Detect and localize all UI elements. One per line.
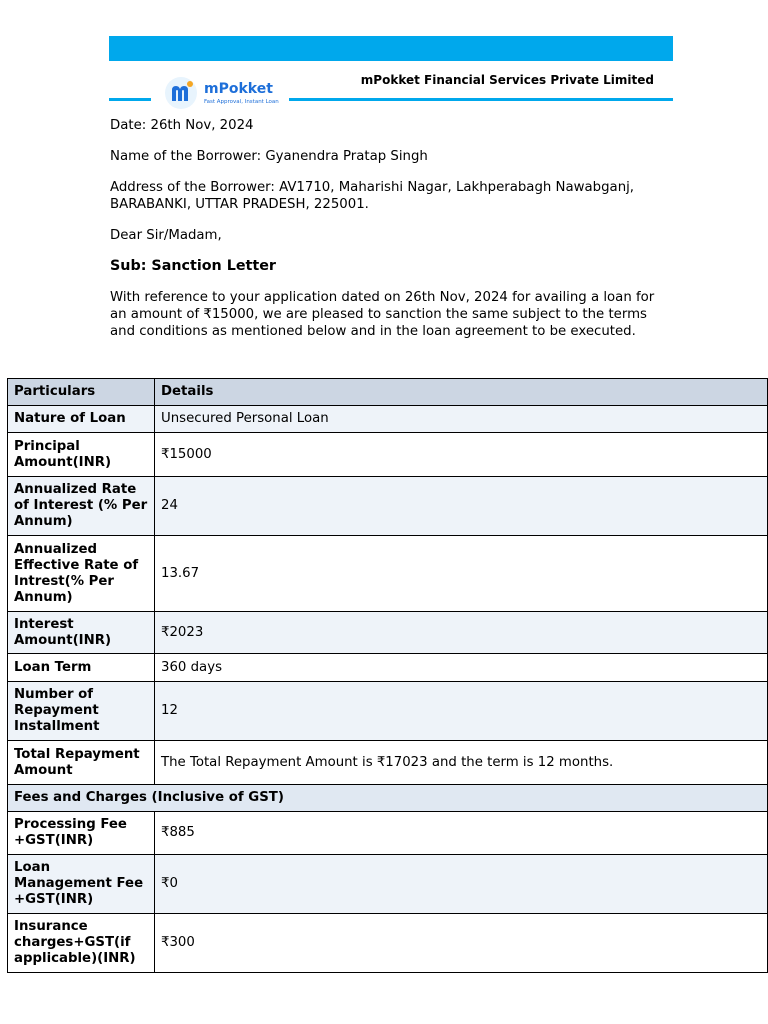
borrower-name: Name of the Borrower: Gyanendra Pratap Singh bbox=[110, 149, 428, 164]
table-row bbox=[8, 433, 768, 477]
logo-name: mPokket bbox=[204, 81, 273, 97]
table-row bbox=[8, 477, 768, 536]
row-label: Annualized Rate of Interest (% Per Annum) bbox=[8, 477, 155, 536]
row-value: ₹15000 bbox=[155, 433, 768, 477]
subject-line: Sub: Sanction Letter bbox=[110, 258, 276, 274]
row-value: ₹0 bbox=[155, 855, 768, 914]
row-value: ₹2023 bbox=[155, 612, 768, 654]
table-row bbox=[8, 406, 768, 433]
header-rule bbox=[289, 98, 673, 101]
row-value: 24 bbox=[155, 477, 768, 536]
row-label: Interest Amount(INR) bbox=[8, 612, 155, 654]
row-value: 13.67 bbox=[155, 536, 768, 612]
row-label: Principal Amount(INR) bbox=[8, 433, 155, 477]
mpokket-logo-icon bbox=[164, 76, 198, 110]
row-value: ₹300 bbox=[155, 914, 768, 973]
table-row bbox=[8, 855, 768, 914]
row-value: The Total Repayment Amount is ₹17023 and the term is 12 months. bbox=[155, 741, 768, 785]
column-header: Details bbox=[155, 379, 768, 406]
row-label: Processing Fee +GST(INR) bbox=[8, 812, 155, 855]
table-row bbox=[8, 654, 768, 682]
row-value: Unsecured Personal Loan bbox=[155, 406, 768, 433]
column-header: Particulars bbox=[8, 379, 155, 406]
row-label: Number of Repayment Installment bbox=[8, 682, 155, 741]
table-row bbox=[8, 682, 768, 741]
row-label: Annualized Effective Rate of Intrest(% Per Annum) bbox=[8, 536, 155, 612]
fees-section-title: Fees and Charges (Inclusive of GST) bbox=[8, 785, 768, 812]
letter-body: With reference to your application dated on 26th Nov, 2024 for availing a loan for an amount of ₹15000, we are pleased to sanction the same subject to the terms and conditions as mentioned below and in the loan agreement to be executed. bbox=[110, 290, 655, 339]
row-label: Total Repayment Amount bbox=[8, 741, 155, 785]
letter-date: Date: 26th Nov, 2024 bbox=[110, 118, 254, 133]
table-row bbox=[8, 612, 768, 654]
table-row bbox=[8, 914, 768, 973]
header-bar bbox=[109, 36, 673, 61]
row-label: Loan Management Fee +GST(INR) bbox=[8, 855, 155, 914]
letterhead bbox=[109, 72, 673, 106]
company-name: mPokket Financial Services Private Limited bbox=[360, 73, 654, 87]
table-row bbox=[8, 536, 768, 612]
sanction-details-table bbox=[7, 378, 768, 973]
company-logo bbox=[164, 74, 289, 108]
table-header-row bbox=[8, 379, 768, 406]
row-label: Loan Term bbox=[8, 654, 155, 682]
row-value: 12 bbox=[155, 682, 768, 741]
table-row bbox=[8, 812, 768, 855]
header-rule bbox=[109, 98, 151, 101]
salutation: Dear Sir/Madam, bbox=[110, 228, 222, 243]
row-label: Nature of Loan bbox=[8, 406, 155, 433]
fees-section-row bbox=[8, 785, 768, 812]
row-value: 360 days bbox=[155, 654, 768, 682]
logo-tagline: Fast Approval, Instant Loan bbox=[204, 99, 279, 105]
borrower-address: Address of the Borrower: AV1710, Maharishi Nagar, Lakhperabagh Nawabganj, BARABANKI, UTTAR PRADESH, 225001. bbox=[110, 180, 635, 212]
row-value: ₹885 bbox=[155, 812, 768, 855]
row-label: Insurance charges+GST(if applicable)(INR) bbox=[8, 914, 155, 973]
table-row bbox=[8, 741, 768, 785]
